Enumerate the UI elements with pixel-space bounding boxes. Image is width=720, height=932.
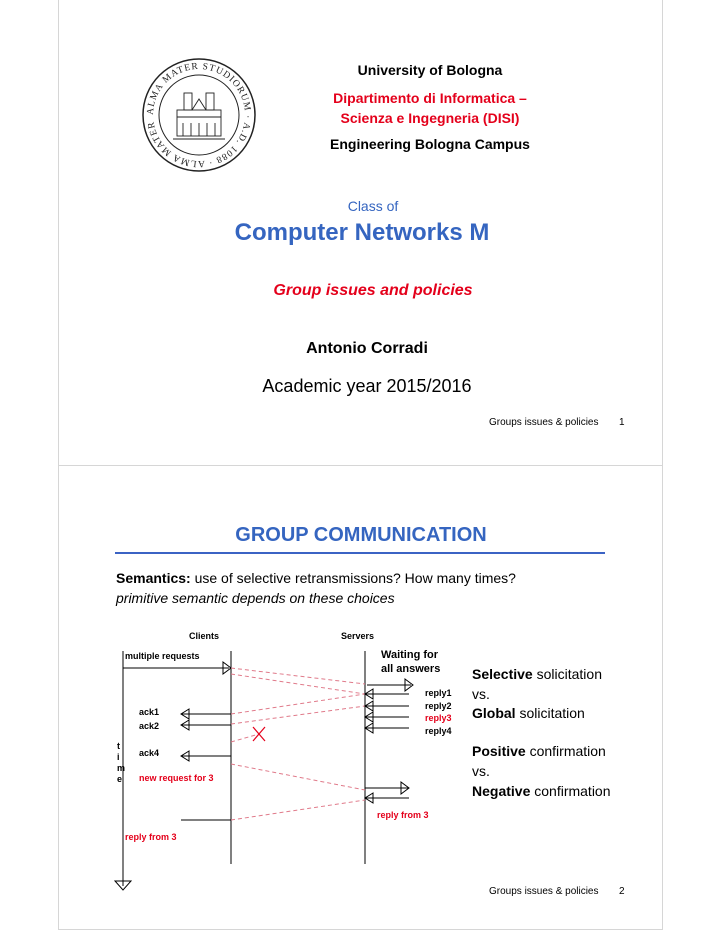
- positive-rest: confirmation: [525, 743, 606, 759]
- global-bold: Global: [472, 705, 516, 721]
- vs-2: vs.: [472, 763, 490, 779]
- ack2-label: ack2: [139, 721, 160, 731]
- footer-text: Groups issues & policies: [489, 417, 599, 428]
- svg-text:ALMA MATER STUDIORUM · A.D. 10: ALMA MATER STUDIORUM · A.D. 1088 · ALMA MATER: [145, 61, 253, 169]
- new-request-label: new request for 3: [139, 773, 214, 783]
- time-letter-i: i: [117, 752, 120, 762]
- selective-bold: Selective: [472, 666, 533, 682]
- department-line-2: Scienza e Ingegneria (DISI): [340, 110, 520, 126]
- global-line: [472, 705, 585, 721]
- page-number: 2: [619, 886, 625, 897]
- ack2-msg-line: [231, 706, 365, 724]
- request-msg-line: [231, 668, 365, 684]
- course-title: Computer Networks M: [234, 219, 490, 246]
- communication-diagram: [59, 466, 662, 929]
- academic-year: Academic year 2015/2016: [262, 376, 472, 396]
- clients-label: Clients: [189, 631, 220, 641]
- positive-bold: Positive: [472, 743, 526, 759]
- reply4-label: reply4: [425, 726, 452, 736]
- global-rest: solicitation: [515, 705, 585, 721]
- campus-name: Engineering Bologna Campus: [330, 136, 530, 152]
- author-name: Antonio Corradi: [306, 340, 428, 357]
- slide-2: [58, 465, 663, 930]
- reply1-label: reply1: [425, 688, 452, 698]
- waiting-label-1: Waiting for: [381, 649, 439, 661]
- multiple-requests-label: multiple requests: [125, 651, 200, 661]
- time-letter-m: m: [117, 763, 126, 773]
- university-name: University of Bologna: [357, 62, 503, 78]
- university-seal-icon: [139, 55, 259, 175]
- reply3-label: reply3: [425, 713, 452, 723]
- reply-from-3-server-label: reply from 3: [377, 810, 429, 820]
- lost-message-icon: [253, 727, 265, 741]
- negative-rest: confirmation: [530, 783, 611, 799]
- new-request-line: [231, 764, 365, 790]
- ack1-label: ack1: [139, 707, 160, 717]
- positive-line: [472, 743, 606, 759]
- semantics-italic: primitive semantic depends on these choices: [116, 590, 395, 606]
- page-number: 1: [619, 417, 625, 428]
- time-letter-t: t: [117, 741, 120, 751]
- footer-text: Groups issues & policies: [489, 886, 599, 897]
- ack4-label: ack4: [139, 748, 160, 758]
- semantics-label: Semantics:: [116, 570, 191, 586]
- servers-label: Servers: [341, 631, 375, 641]
- semantics-text: use of selective retransmissions? How many times?: [190, 570, 516, 586]
- reply2-label: reply2: [425, 701, 452, 711]
- negative-bold: Negative: [472, 783, 531, 799]
- negative-line: [472, 783, 611, 799]
- selective-line: [472, 666, 602, 682]
- time-letter-e: e: [117, 774, 123, 784]
- department-line-1: Dipartimento di Informatica –: [333, 90, 527, 106]
- reply-from-3-line: [231, 800, 365, 820]
- slide-subtitle: Group issues and policies: [273, 282, 473, 299]
- slide-title: GROUP COMMUNICATION: [235, 524, 487, 546]
- selective-rest: solicitation: [532, 666, 602, 682]
- ack1-msg-line: [231, 694, 365, 714]
- vs-1: vs.: [472, 686, 490, 702]
- slide-1: [58, 0, 663, 466]
- request-msg-line-2: [231, 674, 365, 694]
- class-of-label: Class of: [347, 198, 399, 214]
- waiting-label-2: all answers: [381, 663, 441, 675]
- reply-from-3-client-label: reply from 3: [125, 832, 177, 842]
